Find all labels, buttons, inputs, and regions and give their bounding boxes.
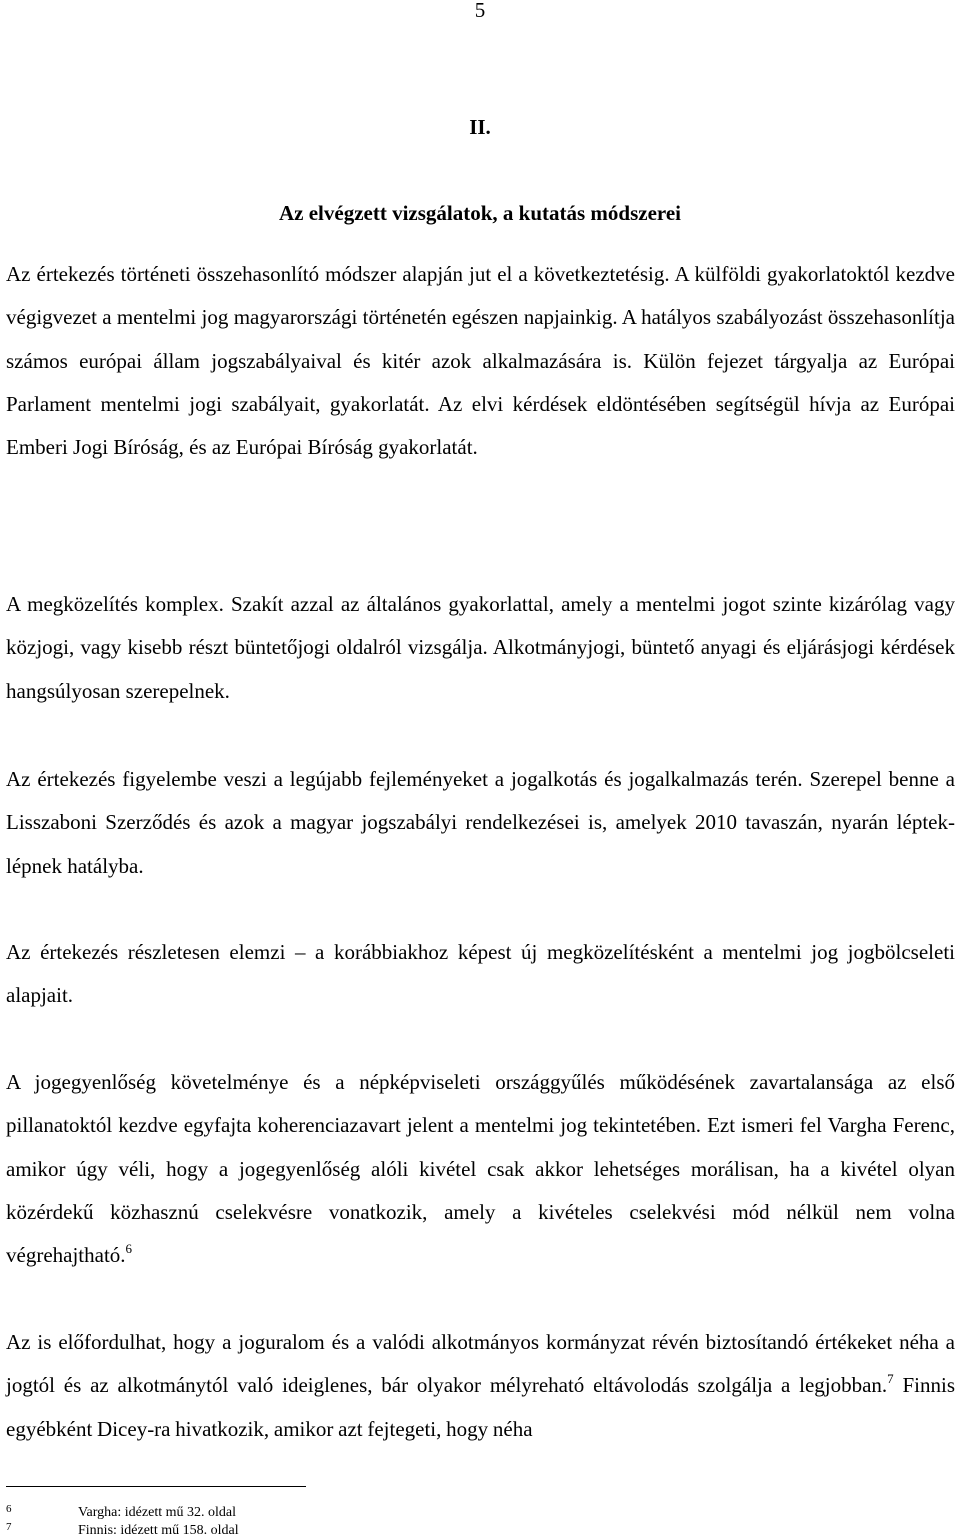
page-number: 5 <box>474 0 486 22</box>
footnote-ref-7[interactable]: 7 <box>887 1371 894 1387</box>
paragraph-1: Az értekezés történeti összehasonlító módszer alapján jut el a következtetésig. A külföldi gyakorlatoktól kezdve végigvezet a mentelmi jog magyarországi történetén egészen napjainkig. A hatályos szabályozást összehasonlítja számos európai állam jogszabályaival és kitér azok alkalmazására is. Külön fejezet tárgyalja az Európai Parlament mentelmi jogi szabályait, gyakorlatát. Az elvi kérdések eldöntésében segítségül hívja az Európai Emberi Jogi Bíróság, és az Európai Bíróság gyakorlatát. <box>6 262 955 460</box>
footnote-6-number: 6 <box>6 1503 12 1515</box>
paragraph-6-text-after: Finnis egyébként Dicey-ra hivatkozik, amikor azt fejtegeti, hogy néha <box>6 1373 955 1441</box>
footnote-6-text: Vargha: idézett mű 32. oldal <box>78 1505 236 1520</box>
chapter-number: II. <box>469 115 491 139</box>
paragraph-4: Az értekezés részletesen elemzi – a korábbiakhoz képest új megközelítésként a mentelmi jog jogbölcseleti alapjait. <box>6 940 955 1008</box>
paragraph-2: A megközelítés komplex. Szakít azzal az általános gyakorlattal, amely a mentelmi jogot szinte kizárólag vagy közjogi, vagy kisebb részt büntetőjogi oldalról vizsgálja. Alkotmányjogi, büntető anyagi és eljárásjogi kérdések hangsúlyosan szerepelnek. <box>6 592 955 703</box>
paragraph-3: Az értekezés figyelembe veszi a legújabb fejleményeket a jogalkotás és jogalkalmazás terén. Szerepel benne a Lisszaboni Szerződés és azok a magyar jogszabályi rendelkezései is, amelyek 2010 tavaszán, nyarán léptek-lépnek hatályba. <box>6 767 955 878</box>
paragraph-6 <box>6 1321 955 1451</box>
footnote-ref-6[interactable]: 6 <box>125 1241 133 1257</box>
footnote-7-text: Finnis: idézett mű 158. oldal <box>78 1523 239 1538</box>
footnote-separator <box>6 1486 306 1487</box>
section-title: Az elvégzett vizsgálatok, a kutatás módszerei <box>278 201 682 225</box>
paragraph-6-text: Az is előfordulhat, hogy a joguralom és a valódi alkotmányos kormányzat révén biztosítandó értékeket néha a jogtól és az alkotmánytól való ideiglenes, bár olyakor mélyreható eltávolodás szolgálja a legjobban. <box>6 1330 955 1398</box>
paragraph-5-text: A jogegyenlőség követelménye és a népképviseleti országgyűlés működésének zavartalansága az első pillanatoktól kezdve egyfajta koherenciazavart jelent a mentelmi jog tekintetében. Ezt ismeri fel Vargha Ferenc, amikor úgy véli, hogy a jogegyenlőség alóli kivétel csak akkor lehetséges morálisan, ha a kivétel olyan közérdekű közhasznú cselekvésre vonatkozik, amely a kivételes cselekvési mód nélkül nem volna végrehajtható. <box>6 1070 955 1268</box>
footnote-7-number: 7 <box>6 1521 12 1533</box>
paragraph-5 <box>6 1061 955 1277</box>
